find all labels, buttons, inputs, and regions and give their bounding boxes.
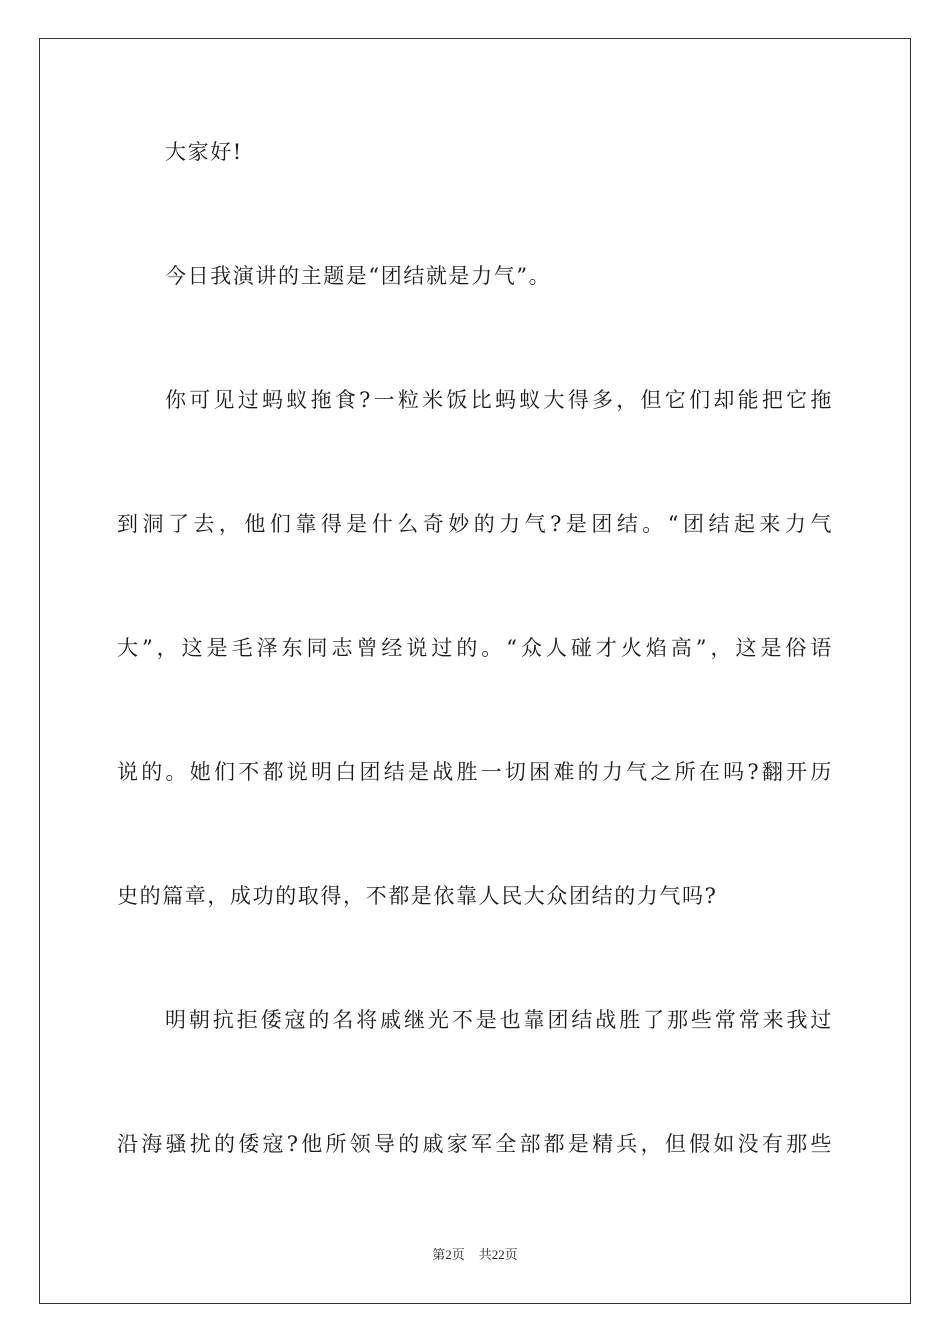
page-number: 第2页 — [432, 1247, 465, 1262]
page-total: 共22页 — [478, 1247, 518, 1262]
greeting-line: 大家好! — [165, 140, 243, 164]
topic-line: 今日我演讲的主题是“团结就是力气”。 — [165, 264, 552, 288]
page-frame — [39, 38, 911, 1304]
paragraph-line: 到洞了去，他们靠得是什么奇妙的力气?是团结。“团结起来力气 — [117, 512, 833, 536]
paragraph-line: 沿海骚扰的倭寇?他所领导的戚家军全部都是精兵，但假如没有那些 — [117, 1132, 833, 1156]
paragraph-line: 大”，这是毛泽东同志曾经说过的。“众人碰才火焰高”，这是俗语 — [117, 636, 833, 660]
page-footer — [0, 1246, 950, 1264]
paragraph-line: 你可见过蚂蚁拖食?一粒米饭比蚂蚁大得多，但它们却能把它拖 — [165, 388, 833, 412]
paragraph-line: 说的。她们不都说明白团结是战胜一切困难的力气之所在吗?翻开历 — [117, 760, 833, 784]
paragraph-line: 明朝抗拒倭寇的名将戚继光不是也靠团结战胜了那些常常来我过 — [165, 1008, 833, 1032]
paragraph-line: 史的篇章，成功的取得，不都是依靠人民大众团结的力气吗? — [117, 884, 718, 908]
